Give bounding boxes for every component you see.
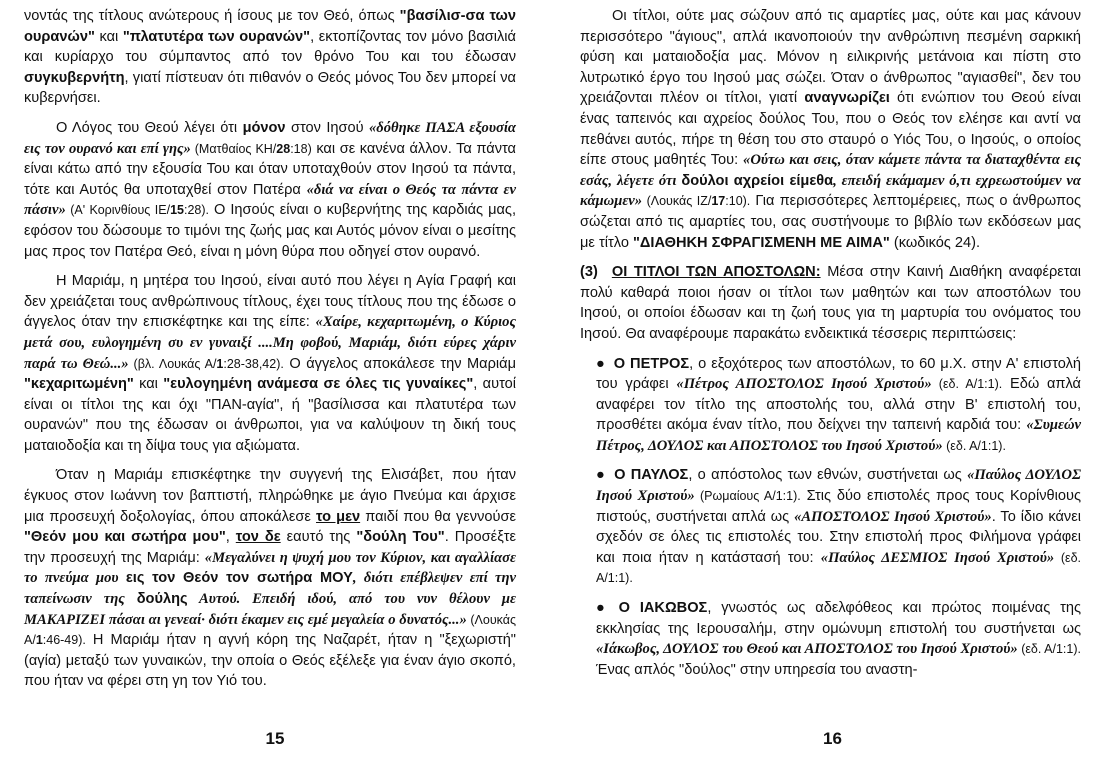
paragraph (24, 271, 516, 456)
text: Ο άγγελος αποκάλεσε την Μαριάμ (283, 355, 516, 372)
paragraph (24, 6, 516, 109)
underlined-text: το μεν (316, 508, 361, 525)
reference: :28-38,42). (223, 356, 284, 371)
paragraph (24, 118, 516, 262)
text: , ο εξοχότερος των αποστόλων, το 60 μ.Χ. στην Α' επιστολή του γράφει (596, 355, 1081, 393)
reference: (εδ. Α/1:1). (596, 550, 1082, 586)
scripture-quote: «Παύλος ΔΟΥΛΟΣ Ιησού Χριστού» (596, 467, 1082, 505)
text: Η Μαριάμ, η μητέρα του Ιησού, είναι αυτό που λέγει η Αγία Γραφή και δεν χρειάζεται τους ανθρώπινους τίτλους, έχει τους τίτλους που της έδωσε ο άγγελος όταν την επισκέφτηκε και της είπε: (24, 273, 516, 331)
bold-text: "ΔΙΑΘΗΚΗ ΣΦΡΑΓΙΣΜΕΝΗ ΜΕ ΑΙΜΑ" (633, 234, 890, 251)
reference: (Ρωμαίους Α/1:1). (694, 489, 801, 504)
bold-text: δούλοι αχρείοι είμεθα (681, 172, 834, 189)
reference: :10). (725, 194, 751, 209)
reference: (Ματθαίος ΚΗ/ (190, 141, 277, 156)
bullet-item (580, 465, 1081, 589)
text: Ο Λόγος του Θεού λέγει ότι (56, 119, 243, 136)
text: Όταν η Μαριάμ επισκέφτηκε την συγγενή της Ελισάβετ, που ήταν έγκυος στον Ιωάννη τον βαπτιστή, πληρώθηκε με άγιο Πνεύμα και άρχισε μια προσευχή δοξολογίας, όπου αποκάλεσε (24, 467, 516, 525)
text: , εκτοπίζοντας τον μόνο βασιλιά και κυρίαρχο του σύμπαντος από τον θρόνο Του και του έδωσαν (24, 28, 516, 66)
text: , (225, 529, 236, 546)
bold-text: "κεχαριτωμένη" (24, 376, 134, 393)
bullet-item (580, 598, 1081, 680)
scripture-quote: «Πέτρος ΑΠΟΣΤΟΛΟΣ Ιησού Χριστού» (676, 376, 932, 393)
bold-text: συγκυβερνήτη (24, 69, 125, 86)
right-page (566, 0, 1099, 763)
reference: 1 (35, 633, 43, 648)
left-page (0, 0, 530, 763)
text: στον Ιησού (285, 119, 369, 136)
reference: :46-49). (42, 633, 86, 648)
bold-text: "Θεόν μου και σωτήρα μου" (24, 529, 226, 546)
scripture-quote: «Ούτω και σεις, όταν κάμετε πάντα τα διαταχθέντα εις εσάς, λέγετε ότι (580, 152, 1081, 189)
reference: 15 (170, 203, 184, 218)
section-paragraph (580, 262, 1081, 344)
reference: :18) (290, 141, 312, 156)
text: νοντάς της τίτλους ανώτερους ή ίσους με τον Θεό, όπως (24, 8, 400, 24)
text: και σε κανένα άλλον. Τα πάντα είναι κάτω από την εξουσία Του και όταν υποταχθούν στον Ιησού τα πάντα, τότε και Αυτός θα υποταχθεί στον Πατέρα (24, 140, 516, 198)
underlined-text: τον δε (235, 529, 281, 546)
bullet-icon: ● (596, 467, 607, 484)
text: . Προσέξτε την προσευχή της Μαριάμ: (24, 529, 516, 566)
text: Μέσα στην Καινή Διαθήκη αναφέρεται πολύ καθαρά ποιοι ήσαν οι τίτλοι των μαθητών και των αποστόλων του Ιησού, οι οποίοι έδωσαν και τη ζωή τους για τη μαρτυρία του ονόματος του Ιησού. Θα αναφέρουμε παρακάτω ενδεικτικά τέσσερις περιπτώσεις: (580, 264, 1081, 342)
scripture-quote: «δόθηκε ΠΑΣΑ εξουσία εις τον ουρανό και επί γης» (24, 119, 516, 157)
page-number: 15 (265, 729, 285, 748)
text: παιδί που θα γεννούσε (360, 508, 516, 525)
reference: 17 (711, 194, 726, 209)
scripture-quote: , επειδή εκάμαμεν ό,τι εχρεωστούμεν να κάμωμεν» (580, 172, 1081, 210)
text: Οι τίτλοι, ούτε μας σώζουν από τις αμαρτίες μας, ούτε και μας κάνουν περισσότερο "άγιους", απλά ικανοποιούν την ανθρώπινη πεσμένη σαρκική φύση και ματαιοδοξία μας. Μόνον η ειλικρινής μετάνοια και πίστη στο λυτρωτικό έργο του Ιησού μας σώζει. Όταν ο άνθρωπος "αγιασθεί", δεν του χρειάζονται πλέον οι τίτλοι, γιατί (580, 8, 1081, 107)
reference: (Α' Κορινθίους ΙΕ/ (65, 203, 171, 218)
reference: (Λουκάς ΙΖ/ (642, 194, 712, 209)
text: Στις δύο επιστολές προς τους Κορίνθιους πιστούς, συστήνεται απλά ως (596, 488, 1082, 525)
scripture-quote: «Χαίρε, κεχαριτωμένη, ο Κύριος μετά σου, ευλογημένη συ εν γυναιξί ....Μη φοβού, Μαριάμ, διότι εύρες χάριν παρά τω Θεώ...» (24, 314, 516, 372)
reference: :28). (183, 203, 209, 218)
text: εαυτό της (280, 529, 357, 546)
reference: (εδ. Α/1:1). (1017, 642, 1081, 657)
text: , γιατί πίστευαν ότι πιθανόν ο Θεός μόνος Του δεν μπορεί να κυβερνήσει. (24, 69, 516, 107)
paragraph (24, 465, 516, 692)
scripture-quote: «διά να είναι ο Θεός τα πάντα εν πάσιν» (24, 181, 516, 219)
bold-text: αναγνωρίζει (804, 90, 890, 107)
text: (κωδικός 24). (889, 234, 981, 251)
page-number: 16 (823, 729, 842, 748)
reference: 28 (276, 141, 291, 156)
scripture-quote: «Ιάκωβος, ΔΟΥΛΟΣ του Θεού και ΑΠΟΣΤΟΛΟΣ του Ιησού Χριστού» (596, 641, 1018, 658)
scripture-quote: «Συμεών Πέτρος, ΔΟΥΛΟΣ και ΑΠΟΣΤΟΛΟΣ του Ιησού Χριστού» (596, 417, 1081, 454)
text: Εδώ απλά αναφέρει τον τίτλο της αποστολής του, αλλά στην Β' επιστολή του, προσθέτει ακόμα έναν τίτλο, που δείχνει την ταπεινή καρδιά του: (596, 376, 1081, 434)
bold-text: Ο ΠΑΥΛΟΣ (614, 467, 689, 484)
scripture-quote: «Παύλος ΔΕΣΜΙΟΣ Ιησού Χριστού» (820, 549, 1055, 566)
reference: (εδ. Α/1:1). (942, 438, 1006, 453)
text: Η Μαριάμ ήταν η αγνή κόρη της Ναζαρέτ, ήταν η "ξεχωριστή" (αγία) μεταξύ των γυναικών, την οποία ο Θεός εξέλεξε για έναν άγιο σκοπό, που ήταν να φέρει στη γη τον Υιό του. (24, 632, 516, 690)
text: , γνωστός ως αδελφόθεος και πρώτος ποιμένας της εκκλησίας της Ιερουσαλήμ, στην ομώνυμη επιστολή του συστήνεται ως (596, 600, 1081, 637)
reference: (βλ. Λουκάς Α/ (128, 356, 217, 371)
scripture-quote: «Μεγαλύνει η ψυχή μου τον Κύριον, και αγαλλίασε το πνεύμα μου (24, 549, 517, 587)
section-title: ΟΙ ΤΙΤΛΟΙ ΤΩΝ ΑΠΟΣΤΟΛΩΝ: (611, 264, 821, 281)
bullet-icon: ● (596, 355, 606, 372)
bold-text: μόνον (242, 119, 286, 136)
text: και (133, 376, 164, 393)
text: Ο Ιησούς είναι ο κυβερνήτης της καρδιάς μας, εφόσον του δώσουμε το τιμόνι της ζωής μας και Αυτός μόνον είναι ο μεσίτης μας προς τον Πατέρα Θεό, είναι η μόνη θύρα που οδηγεί στον ουρανό. (24, 202, 516, 260)
reference: 1 (216, 356, 224, 371)
paragraph (580, 6, 1081, 253)
bold-text: "πλατυτέρα των ουρανών" (122, 28, 311, 45)
bold-text: εις τον Θεόν τον σωτήρα ΜΟΥ (125, 570, 353, 587)
scripture-quote: Αυτού. Επειδή ιδού, από του νυν θέλουν με ΜΑΚΑΡΙΖΕΙ πάσαι αι γενεαί· διότι έκαμεν εις εμέ μεγαλεία ο δυνατός...» (24, 591, 516, 628)
text: . Το ίδιο κάνει σχεδόν σε όλες τις επιστολές του. Στην επιστολή προς Φιλήμονα γράφει και ποια ήταν η κατάστασή του: (596, 508, 1081, 566)
text: Ένας απλός "δούλος" στην υπηρεσία του αναστη- (596, 661, 918, 678)
text: ότι ενώπιον του Θεού είναι ένας ταπεινός και αχρείος δούλος Του, που ο Θεός τον ελέησε και αντί να πεθάνει αυτός, πήρε τη θέση του στο σταυρό ο Υιός Του, ο Ιησούς, ο οποίος είπε στους μαθητές Του: (580, 90, 1081, 169)
bold-text: Ο ΙΑΚΩΒΟΣ (618, 600, 708, 617)
reference: (Λουκάς Α/ (24, 612, 517, 648)
bold-text: "δούλη Του" (356, 529, 445, 546)
bullet-icon: ● (596, 600, 611, 617)
bold-text: Ο ΠΕΤΡΟΣ (613, 355, 690, 372)
bullet-item (580, 354, 1081, 457)
bold-text: "ευλογημένη ανάμεσα σε όλες τις γυναίκες" (163, 376, 474, 393)
section-number: (3) (580, 264, 598, 281)
scripture-quote: «ΑΠΟΣΤΟΛΟΣ Ιησού Χριστού» (794, 508, 992, 525)
reference: (εδ. Α/1:1). (931, 377, 1003, 392)
scripture-quote: , διότι επέβλεψεν επί την ταπείνωσιν της (24, 570, 516, 608)
text: Για περισσότερες λεπτομέρειες, πως ο άνθρωπος σώζεται από τις αμαρτίες του, σας συστήνουμε το βιβλίο των εκδόσεων μας με τίτλο (580, 193, 1081, 251)
text: και (94, 28, 123, 45)
bold-text: δούλης (136, 591, 188, 608)
bold-text: "βασίλισ-σα των ουρανών" (24, 8, 516, 45)
text: , ο απόστολος των εθνών, συστήνεται ως (688, 467, 968, 484)
text: , αυτοί είναι οι τίτλοι της και όχι "ΠΑΝ-αγία", ή "βασίλισσα και πλατυτέρα των ουρανών" που της έδωσαν οι άνθρωποι, για να καλύψουν τη δική τους ματαιοδοξία και τη δίψα τους για αξιώματα. (24, 376, 516, 454)
